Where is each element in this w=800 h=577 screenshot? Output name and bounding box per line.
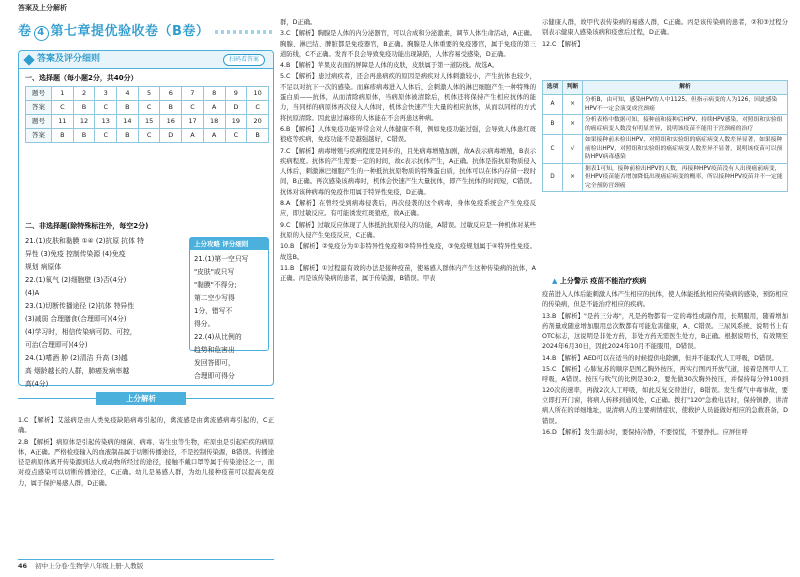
grid-cell: C xyxy=(247,101,269,115)
option-letter: B xyxy=(543,115,563,135)
answer-line: 可治(合理即可)(4分) xyxy=(25,341,88,349)
analysis-paragraph: 3.C 【解析】胸腺是人体的内分泌器官，可以合成和分泌激素，调节人体生命活动，A正确。胸腺、淋巴结、脾脏都是免疫器官，B正确。胸腺是人体重要的免疫器官，属于免疫的第三道防线，C不正确。发育不良会导致免疫功能出现缺陷，人体容易受感染，D正确。 xyxy=(280,30,536,58)
analysis-paragraph: 2.B 【解析】病原体是引起传染病的细菌、病毒、寄生虫等生物，疟原虫是引起疟疾的病原体，A正确。严格检疫输入的血液制品属于切断传播途径，不是控制传染源，B错误。传播途径是病原体离开传染源到达人或动物所经过的途径，接触不戴口罩等属于传染途径之一，面对疫点感染可以切断传播途径，C正确。幼儿是易感人群，为幼儿接种疫苗可以提高免疫力，属于保护易感人群，D正确。 xyxy=(18,438,274,487)
analysis-paragraph: 8.A 【解析】在曾经受到病毒侵袭后，再次侵袭的这个病毒，身体免疫系统会产生免疫反应，即过敏反应。有可能诱发红斑狼疮，故A正确。 xyxy=(280,200,536,218)
answer-line: (4)学习时，相信传染病可防、可控， xyxy=(25,328,137,336)
page-number: 46 xyxy=(18,562,28,570)
option-row xyxy=(543,163,788,192)
grid-cell: D xyxy=(160,129,182,143)
tip-line: 趋势和危害出 xyxy=(194,346,235,354)
analysis-paragraph: 疫苗进入人体后能刺激人体产生相应的抗体，使人体能抵抗相应传染病的感染，预防相应的传染病，但是不能治疗相应的疾病。 xyxy=(542,291,788,309)
analysis-paragraph: 16.D 【解析】发生溺水时，要保持冷静，不要惊慌，不要挣扎。应屏住呼 xyxy=(542,428,748,436)
warning-icon: ▲ xyxy=(552,277,560,285)
grid-row xyxy=(26,115,269,129)
answer-line: 异性 (3)免疫 控制传染源 (4)免疫 xyxy=(25,250,126,258)
analysis-paragraph: 14.B 【解析】AED可以在适当的时候提供电除颤，但并不能取代人工呼吸，D错误。 xyxy=(542,354,778,362)
analysis-column-1 xyxy=(18,416,274,490)
answer-line: 高(4分) xyxy=(25,380,49,388)
header-tag: 答案及上分解析 xyxy=(18,4,67,12)
grid-cell: 7 xyxy=(182,87,204,101)
option-letter: A xyxy=(543,95,563,115)
tip-line: "黏膜"不得分; xyxy=(194,281,237,289)
grid-cell: 20 xyxy=(247,115,269,129)
grid-cell: 14 xyxy=(117,115,139,129)
grid-cell: 15 xyxy=(138,115,160,129)
tip-line: 第二空少写得 xyxy=(194,294,235,302)
option-text: 分析表格中数据可知，接种前和接种后HPV、持续HPV感染，对照组和实验组的癌症病变人数没有明显差异，说明该疫苗不能用于宫颈癌的治疗 xyxy=(583,115,788,135)
grid-cell: 18 xyxy=(203,115,225,129)
option-mark: × xyxy=(563,115,583,135)
option-table-header xyxy=(543,81,788,95)
section-choice-title: 一、选择题（每小题2分，共40分） xyxy=(25,74,138,82)
grid-row-label: 答案 xyxy=(26,129,52,143)
analysis-paragraph: 5.C 【解析】患过病疾者，还会再患病疾的原因是病疾对人体刺激较小，产生抗体也较少，不足以对抗下一次的感染。而麻疹病毒进入人体后，会刺激人体的淋巴细胞产生一种特殊的蛋白质——抗体，从而清除病原体，当病原体被清除后，机体还将保持产生相应抗体的能力，当同样的病原体再次侵入人体时，机体会快速产生大量的相应抗体，从而以同样的方式将抗原清除。因此患过麻疹的人体能在不会再患这种病。 xyxy=(280,73,536,122)
grid-row xyxy=(26,101,269,115)
grid-cell: 19 xyxy=(225,115,247,129)
grid-cell: 16 xyxy=(160,115,182,129)
footer-divider xyxy=(18,559,274,560)
section-nonchoice-title: 二、非选择题(除特殊标注外，每空2分) xyxy=(25,222,149,230)
analysis-paragraph: 13.B 【解析】"是药三分毒"，凡是药物都有一定的毒性或副作用，长期服用，随着增加药剂量或随意增加服用总次数都有可能危害健康，A、C错误。三尿风系统、说明书上有OTC标志，这说明是非处方药，非处方药无需医生处方，B正确。根据说明书，有效期至2024年6月30日，因此2024年10月不能服用，D错误。 xyxy=(542,312,788,351)
answer-line: 21.(1)皮肤和黏膜 ①④ (2)抗原 抗体 特 xyxy=(25,237,144,245)
grid-cell: C xyxy=(182,101,204,115)
answer-grid xyxy=(25,86,269,143)
grid-cell: A xyxy=(203,101,225,115)
grid-cell: C xyxy=(138,129,160,143)
answer-card-title: 答案及评分细则 xyxy=(37,54,101,64)
grid-row-label: 题号 xyxy=(26,115,52,129)
grid-cell: 8 xyxy=(203,87,225,101)
banner-title: 卷 4 第七章提优验收卷（B卷） xyxy=(18,23,210,39)
answer-line: (3)减弱 合理膳食(合理即可)(4分) xyxy=(25,315,127,323)
grid-cell: 4 xyxy=(117,87,139,101)
grid-cell: B xyxy=(160,101,182,115)
grid-cell: 6 xyxy=(160,87,182,101)
grid-cell: D xyxy=(225,101,247,115)
answer-line: 23.(1)切断传播途径 (2)抗体 特异性 xyxy=(25,302,135,310)
grid-cell: 3 xyxy=(95,87,117,101)
grid-cell: 17 xyxy=(182,115,204,129)
scan-badge: 扫码看答案 xyxy=(223,54,265,66)
analysis-paragraph: 12.C 【解析】 xyxy=(542,40,584,48)
option-letter: C xyxy=(543,135,563,164)
footer-text: 初中上分卷·生物学八年级上册·人教版 xyxy=(35,562,144,570)
grid-cell: 10 xyxy=(247,87,269,101)
analysis-paragraph: 4.B 【解析】苹果皮表面的屏障是人体的皮肤，皮肤属于第一道防线。故选A。 xyxy=(280,62,499,70)
scoring-tips-body xyxy=(190,250,268,386)
header-cell: 判断 xyxy=(563,81,583,95)
grid-cell: C xyxy=(52,101,74,115)
grid-cell: B xyxy=(73,101,95,115)
grid-cell: A xyxy=(182,129,204,143)
diamond-icon xyxy=(23,54,34,65)
grid-cell: B xyxy=(52,129,74,143)
answer-card xyxy=(18,50,274,386)
option-text: 据表1可知，接种前检出HPV的人数，再接种HPV疫苗没有人出现癌前病变，但HPV疫苗能否增加降低出现癌症病变的概率，所以接种HPV疫苗并不一定能完全预防宫颈癌 xyxy=(583,163,788,192)
answer-line: (4)A xyxy=(25,289,40,297)
scoring-tips-header: 上分攻略 评分细则 xyxy=(190,238,268,250)
analysis-paragraph: 9.C 【解析】过敏反应体现了人体抵抗抗原侵入的功能，A错误。过敏反应是一种机体对某些抗原的入侵产生免疫反应，C正确。 xyxy=(280,221,536,239)
header-cell: 解析 xyxy=(583,81,788,95)
option-mark: × xyxy=(563,95,583,115)
grid-cell: B xyxy=(73,129,95,143)
tip-line: 1分，错写不 xyxy=(194,307,233,315)
banner-stripes xyxy=(215,30,274,34)
option-text: 分析B，由可知，感染HPV的人中1125，但指示病变的人为126，因此感染HPV不一定会演变成宫颈癌 xyxy=(583,95,788,115)
tip-line: "皮肤"或只写 xyxy=(194,268,235,276)
title-banner xyxy=(18,20,274,44)
grid-cell: B xyxy=(247,129,269,143)
analysis-paragraph: 群，D正确。 xyxy=(280,19,317,26)
tip-line: 22.(4)从比例的 xyxy=(194,333,242,341)
grid-cell: 12 xyxy=(73,115,95,129)
grid-cell: 11 xyxy=(52,115,74,129)
answer-line: 高 烟龄越长的人群，肺癌发病率越 xyxy=(25,367,130,375)
analysis-column-3 xyxy=(542,18,788,51)
analysis-paragraph: 10.B 【解析】②免疫分为①非特异性免疫和②特异性免疫，③免疫规划属于④特异性免疫。故选B。 xyxy=(280,243,536,261)
option-analysis-table xyxy=(542,80,788,192)
grid-cell: A xyxy=(203,129,225,143)
analysis-paragraph: 15.C 【解析】心肺复苏的顺序是图乙胸外按压，再实行图丙开放气道，接着是图甲人工呼吸，A错误。按压与吹气的比例是30:2，要先做30次胸外按压，并保持每分钟100到120次的速率，再做2次人工呼吸，如此反复交替进行，B错误。发生煤气中毒事故，要立即打开门窗，将病人转移到通风处，C正确。拨打"120"急救电话时，保持镇静，讲清病人所在的详细地址，说清病人的主要病情症状，使救护人员能做好相应的急救准备，D错误。 xyxy=(542,366,788,425)
grid-row-label: 题号 xyxy=(26,87,52,101)
nonchoice-answers xyxy=(25,235,185,391)
answer-card-header xyxy=(19,51,273,69)
option-row xyxy=(543,115,788,135)
grid-cell: C xyxy=(95,129,117,143)
tip-line: 得分。 xyxy=(194,320,215,328)
grid-cell: C xyxy=(95,101,117,115)
grid-cell: 1 xyxy=(52,87,74,101)
analysis-paragraph: 1.C 【解析】艾滋病是由人类免疫缺陷病毒引起的，禽流感是由禽流感病毒引起的，C正确。 xyxy=(18,417,274,435)
option-row xyxy=(543,135,788,164)
header-cell: 选项 xyxy=(543,81,563,95)
scoring-tips-box xyxy=(189,237,269,380)
analysis-paragraph: 7.C 【解析】病毒增殖与疾病程度是同步的，且先病毒增殖加剧，故A表示病毒增殖，B表示疾病程度。抗体的产生需要一定的时间，故c表示抗体产生，A正确。抗体是指抗原物质侵入人体后，刺激淋巴细胞产生的一种抵抗抗原物质的特殊蛋白质，抗体可以在体内存留一段时间，B正确。再次感染该病毒时，机体会快速产生大量抗体，即产生抗体的时间短，C错误。抗体对该种病毒的免疫作用属于特异性免疫，D正确。 xyxy=(280,147,536,196)
analysis-column-2 xyxy=(280,18,536,285)
tip-line: 发回答即可， xyxy=(194,359,235,367)
grid-cell: C xyxy=(138,101,160,115)
footer xyxy=(18,561,143,571)
grid-cell: 2 xyxy=(73,87,95,101)
option-row xyxy=(543,95,788,115)
grid-cell: 9 xyxy=(225,87,247,101)
grid-row-label: 答案 xyxy=(26,101,52,115)
tip-line: 21.(1)第一空只写 xyxy=(194,255,249,263)
warning-title: ▲ 上分警示 疫苗不能治疗疾病 xyxy=(552,277,647,285)
option-text: 如果接种前未检出HPV，对照组和实验组的癌症病变人数差异显著，如果接种前检出HPV，对照组和实验组的癌症病变人数差异不显著，说明该疫苗可以预防HPV病毒感染 xyxy=(583,135,788,164)
grid-cell: 13 xyxy=(95,115,117,129)
analysis-paragraph: 11.B 【解析】①过程最有效的办法是接种疫苗，使易感人群体内产生这种传染病的抗体，A正确。丙是该传染病的患者，属于传染源，B错误。甲表 xyxy=(280,264,536,283)
analysis-paragraph: 6.B 【解析】人体免疫功能异常会对人体健康不利，例如免疫功能过强，会导致人体患红斑狼疮等疾病，免疫功能不是越强越好，C错误。 xyxy=(280,125,536,144)
grid-cell: 5 xyxy=(138,87,160,101)
answer-line: 24.(1)嗜酒 肿 (2)清洁 升高 (3)越 xyxy=(25,354,128,362)
option-mark: √ xyxy=(563,135,583,164)
answer-line: 规划 病原体 xyxy=(25,263,62,271)
option-letter: D xyxy=(543,163,563,192)
answer-line: 22.(1)氧气 (2)细胞壁 (3)否(4分) xyxy=(25,276,127,284)
grid-cell: C xyxy=(225,129,247,143)
grid-cell: B xyxy=(117,101,139,115)
analysis-section-bar xyxy=(18,394,274,412)
banner-number: 4 xyxy=(34,26,49,41)
grid-cell: B xyxy=(117,129,139,143)
analysis-paragraph: 示健康人群，故甲代表传染病的易感人群，C正确。丙是该传染病的患者，②和③过程分别表示健康人感染该病和疫愈后过程，D正确。 xyxy=(542,19,788,37)
grid-row xyxy=(26,129,269,143)
grid-row xyxy=(26,87,269,101)
analysis-column-3-continued xyxy=(542,290,788,439)
tip-line: 合理即可得分 xyxy=(194,372,235,380)
option-mark: × xyxy=(563,163,583,192)
analysis-title: 上分解析 xyxy=(96,392,186,405)
